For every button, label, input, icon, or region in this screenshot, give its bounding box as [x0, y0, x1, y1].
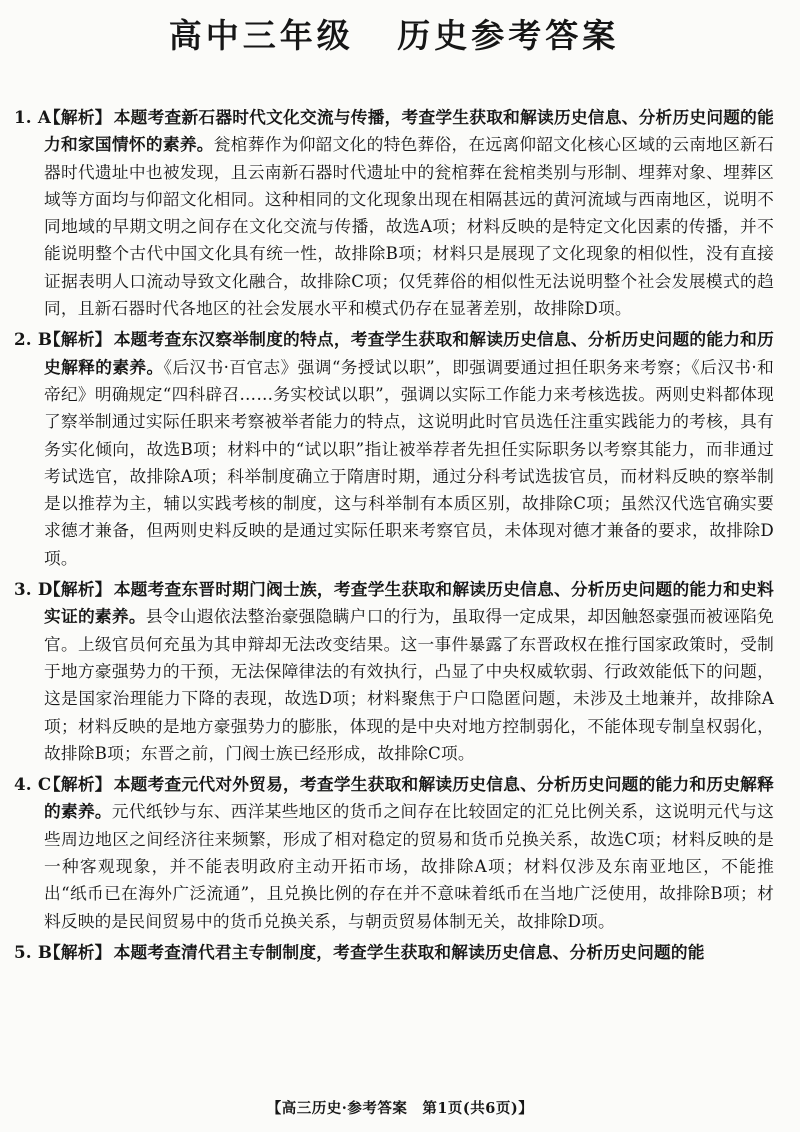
- answer-item-2: [14, 326, 774, 572]
- analysis-tag: 【解析】: [44, 107, 112, 127]
- analysis-intro: 本题考查元代对外贸易，考查学生获取和解读历史信息、分析历史问题的能力和历史解释的素养。: [44, 774, 774, 822]
- page-title: 高中三年级 历史参考答案: [168, 16, 620, 55]
- analysis-body: 《后汉书·百官志》强调“务授试以职”，即强调要通过担任职务来考察；《后汉书·和帝纪》明确规定“四科辟召……务实校试以职”，强调以实际工作能力来考核选拔。两则史料都体现了察举制通过实际任职来考察被举者能力的特点，这说明此时官员选任注重实践能力的考核，具有务实化倾向，故选B项；材料中的“试以职”指让被举荐者先担任实际职务以考察其能力，而非通过考试选官，故排除A项；科举制度确立于隋唐时期，通过分科考试选拔官员，而材料反映的察举制是以推荐为主，辅以实践考核的制度，这与科举制有本质区别，故排除C项；虽然汉代选官确实要求德才兼备，但两则史料反映的是通过实际任职来考察官员，未体现对德才兼备的要求，故排除D项。: [44, 356, 774, 568]
- analysis-intro: 本题考查东汉察举制度的特点，考查学生获取和解读历史信息、分析历史问题的能力和历史解释的素养。: [44, 329, 774, 377]
- analysis-tag: 【解析】: [44, 941, 112, 962]
- analysis-intro: 本题考查清代君主专制制度，考查学生获取和解读历史信息、分析历史问题的能: [113, 941, 705, 962]
- analysis-body: 瓮棺葬作为仰韶文化的特色葬俗，在远离仰韶文化核心区域的云南地区新石器时代遗址中也被发现，且云南新石器时代遗址中的瓮棺葬在瓮棺类别与形制、埋葬对象、埋葬区域等方面均与仰韶文化相同。这种相同的文化现象出现在相隔甚远的黄河流域与西南地区，说明不同地域的早期文明之间存在文化交流与传播，故选A项；材料反映的是特定文化因素的传播，并不能说明整个古代中国文化具有统一性，故排除B项；材料只是展现了文化现象的相似性，没有直接证据表明人口流动导致文化融合，故排除C项；仅凭葬俗的相似性无法说明整个社会发展模式的趋同，且新石器时代各地区的社会发展水平和模式仍存在显著差别，故排除D项。: [44, 134, 774, 319]
- analysis-tag: 【解析】: [44, 774, 112, 795]
- analysis-intro: 本题考查东晋时期门阀士族，考查学生获取和解读历史信息、分析历史问题的能力和史料实证的素养。: [44, 579, 774, 627]
- answer-number: 3. D: [14, 579, 53, 600]
- page-footer: 【高三历史·参考答案 第1页(共6页)】: [266, 1100, 534, 1117]
- analysis-tag: 【解析】: [44, 329, 112, 350]
- answer-item-5: [14, 939, 774, 966]
- analysis-tag: 【解析】: [44, 579, 112, 600]
- answer-item-1: [14, 104, 774, 322]
- answer-number: 2. B: [14, 329, 53, 350]
- analysis-body: 县令山遐依法整治豪强隐瞒户口的行为，虽取得一定成果，却因触怒豪强而被诬陷免官。上级官员何充虽为其申辩却无法改变结果。这一事件暴露了东晋政权在推行国家政策时，受制于地方豪强势力的干预，无法保障律法的有效执行，凸显了中央权威软弱、行政效能低下的问题，这是国家治理能力下降的表现，故选D项；材料聚焦于户口隐匿问题，未涉及土地兼并，故排除A项；材料反映的是地方豪强势力的膨胀，体现的是中央对地方控制弱化，不能体现专制皇权弱化，故排除B项；东晋之前，门阀士族已经形成，故排除C项。: [44, 606, 774, 763]
- analysis-intro: 本题考查新石器时代文化交流与传播，考查学生获取和解读历史信息、分析历史问题的能力和家国情怀的素养。: [44, 107, 774, 155]
- answer-number: 1. A: [14, 107, 51, 127]
- answer-list: [14, 104, 774, 966]
- answer-number: 5. B: [14, 941, 53, 962]
- answer-item-3: [14, 576, 774, 767]
- answer-number: 4. C: [14, 774, 52, 795]
- analysis-body: 元代纸钞与东、西洋某些地区的货币之间存在比较固定的汇兑比例关系，这说明元代与这些周边地区之间经济往来频繁，形成了相对稳定的贸易和货币兑换关系，故选C项；材料反映的是一种客观现象，并不能表明政府主动开拓市场，故排除A项；材料仅涉及东南亚地区，不能推出“纸币已在海外广泛流通”，且兑换比例的存在并不意味着纸币在当地广泛使用，故排除B项；材料反映的是民间贸易中的货币兑换关系，与朝贡贸易体制无关，故排除D项。: [44, 801, 774, 931]
- answer-item-4: [14, 771, 774, 935]
